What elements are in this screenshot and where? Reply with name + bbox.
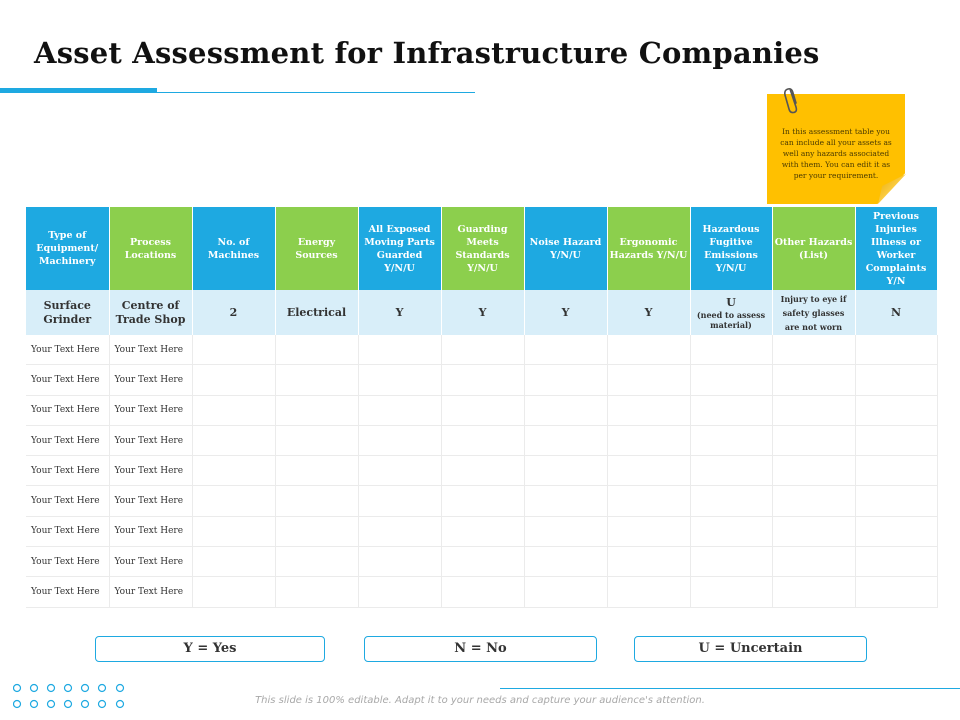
header-cell: Hazardous Fugitive Emissions Y/N/U xyxy=(690,207,772,290)
table-cell[interactable] xyxy=(192,516,275,546)
table-cell[interactable] xyxy=(855,395,937,425)
table-cell[interactable] xyxy=(855,516,937,546)
table-cell[interactable] xyxy=(772,425,855,455)
table-cell[interactable]: Your Text Here xyxy=(109,486,192,516)
cell-ergonomic: Y xyxy=(607,290,690,335)
header-cell: Guarding Meets Standards Y/N/U xyxy=(441,207,524,290)
table-cell[interactable] xyxy=(358,547,441,577)
table-cell[interactable] xyxy=(358,486,441,516)
footer-text: This slide is 100% editable. Adapt it to your needs and capture your audience's attention. xyxy=(255,695,705,706)
table-cell[interactable] xyxy=(192,486,275,516)
table-cell[interactable] xyxy=(275,577,358,607)
cell-emissions-note: (need to assess material) xyxy=(696,309,766,330)
table-cell[interactable] xyxy=(607,335,690,365)
table-cell[interactable] xyxy=(358,395,441,425)
table-cell[interactable] xyxy=(192,395,275,425)
table-cell[interactable] xyxy=(192,365,275,395)
table-cell[interactable]: Your Text Here xyxy=(26,395,109,425)
table-cell[interactable] xyxy=(275,335,358,365)
table-cell[interactable]: Your Text Here xyxy=(26,365,109,395)
table-cell[interactable]: Your Text Here xyxy=(109,335,192,365)
table-cell[interactable] xyxy=(441,335,524,365)
table-cell[interactable]: Your Text Here xyxy=(109,547,192,577)
table-row xyxy=(26,547,937,577)
table-cell[interactable] xyxy=(524,577,607,607)
table-cell[interactable]: Your Text Here xyxy=(26,547,109,577)
table-cell[interactable] xyxy=(855,365,937,395)
cell-energy: Electrical xyxy=(275,290,358,335)
cell-moving-parts: Y xyxy=(358,290,441,335)
assessment-table xyxy=(26,207,938,608)
table-cell[interactable] xyxy=(275,516,358,546)
table-cell[interactable] xyxy=(524,516,607,546)
legend-yes: Y = Yes xyxy=(95,636,325,662)
table-cell[interactable]: Your Text Here xyxy=(109,516,192,546)
cell-equipment: Surface Grinder xyxy=(26,290,109,335)
header-cell: Previous Injuries Illness or Worker Complaints Y/N xyxy=(855,207,937,290)
table-row xyxy=(26,395,937,425)
table-cell[interactable] xyxy=(855,577,937,607)
header-cell: Noise Hazard Y/N/U xyxy=(524,207,607,290)
table-cell[interactable] xyxy=(690,547,772,577)
table-cell[interactable] xyxy=(690,516,772,546)
table-cell[interactable] xyxy=(275,456,358,486)
table-cell[interactable] xyxy=(358,425,441,455)
table-cell[interactable] xyxy=(275,425,358,455)
table-cell[interactable]: Your Text Here xyxy=(109,456,192,486)
table-cell[interactable] xyxy=(772,577,855,607)
header-cell: Other Hazards (List) xyxy=(772,207,855,290)
table-cell[interactable] xyxy=(192,335,275,365)
header-cell: Type of Equipment/ Machinery xyxy=(26,207,109,290)
table-cell[interactable] xyxy=(772,456,855,486)
table-cell[interactable] xyxy=(275,486,358,516)
sticky-note-text: In this assessment table you can include all your assets as well any hazards associated with them. You can edit it as per your requirement. xyxy=(780,127,892,180)
header-cell: No. of Machines xyxy=(192,207,275,290)
table-cell[interactable] xyxy=(524,456,607,486)
table-cell[interactable] xyxy=(772,335,855,365)
table-cell[interactable] xyxy=(607,486,690,516)
header-cell: All Exposed Moving Parts Guarded Y/N/U xyxy=(358,207,441,290)
table-cell[interactable] xyxy=(441,577,524,607)
table-cell[interactable] xyxy=(772,486,855,516)
table-cell[interactable] xyxy=(607,516,690,546)
table-cell[interactable] xyxy=(855,486,937,516)
table-cell[interactable] xyxy=(607,365,690,395)
footer-line xyxy=(500,688,960,689)
header-cell: Energy Sources xyxy=(275,207,358,290)
header-cell: Process Locations xyxy=(109,207,192,290)
table-cell[interactable] xyxy=(441,365,524,395)
legend-uncertain: U = Uncertain xyxy=(634,636,867,662)
table-row xyxy=(26,425,937,455)
table-row xyxy=(26,577,937,607)
table-cell[interactable] xyxy=(772,516,855,546)
cell-noise: Y xyxy=(524,290,607,335)
title-underline-accent xyxy=(0,88,157,93)
table-cell[interactable] xyxy=(441,456,524,486)
table-cell[interactable] xyxy=(275,395,358,425)
cell-machines: 2 xyxy=(192,290,275,335)
table-cell[interactable] xyxy=(690,395,772,425)
table-cell[interactable] xyxy=(855,547,937,577)
table-cell[interactable] xyxy=(855,456,937,486)
table-cell[interactable] xyxy=(690,425,772,455)
table-row xyxy=(26,335,937,365)
title-underline xyxy=(157,92,475,93)
table-cell[interactable] xyxy=(524,395,607,425)
cell-emissions-value: U xyxy=(726,295,736,309)
table-row xyxy=(26,516,937,546)
table-cell[interactable] xyxy=(275,365,358,395)
table-row xyxy=(26,486,937,516)
table-cell[interactable] xyxy=(441,425,524,455)
table-cell[interactable] xyxy=(607,577,690,607)
table-cell[interactable] xyxy=(772,365,855,395)
cell-other-hazards xyxy=(772,290,855,335)
table-cell[interactable] xyxy=(441,516,524,546)
table-cell[interactable] xyxy=(275,547,358,577)
table-cell[interactable] xyxy=(690,365,772,395)
table-cell[interactable] xyxy=(607,395,690,425)
paperclip-icon xyxy=(784,85,802,115)
table-cell[interactable]: Your Text Here xyxy=(26,516,109,546)
table-cell[interactable] xyxy=(441,547,524,577)
table-cell[interactable]: Your Text Here xyxy=(109,577,192,607)
table-cell[interactable] xyxy=(358,577,441,607)
table-cell[interactable] xyxy=(358,365,441,395)
header-cell: Ergonomic Hazards Y/N/U xyxy=(607,207,690,290)
table-cell[interactable] xyxy=(607,456,690,486)
table-cell[interactable] xyxy=(855,425,937,455)
cell-injuries: N xyxy=(855,290,937,335)
cell-location: Centre of Trade Shop xyxy=(109,290,192,335)
table-cell[interactable] xyxy=(441,395,524,425)
table-cell[interactable]: Your Text Here xyxy=(26,425,109,455)
header-row xyxy=(26,207,937,290)
table-cell[interactable] xyxy=(358,516,441,546)
cell-emissions xyxy=(690,290,772,335)
table-cell[interactable] xyxy=(607,547,690,577)
table-cell[interactable] xyxy=(524,547,607,577)
example-row xyxy=(26,290,937,335)
cell-other-hazards-text: Injury to eye if safety glasses are not worn xyxy=(780,293,847,332)
table-cell[interactable] xyxy=(358,335,441,365)
table-cell[interactable] xyxy=(192,547,275,577)
table-cell[interactable] xyxy=(358,456,441,486)
table-cell[interactable]: Your Text Here xyxy=(109,395,192,425)
table-cell[interactable] xyxy=(772,547,855,577)
table-cell[interactable]: Your Text Here xyxy=(109,425,192,455)
table-cell[interactable] xyxy=(690,335,772,365)
table-row xyxy=(26,365,937,395)
table-cell[interactable] xyxy=(690,486,772,516)
table-cell[interactable] xyxy=(192,425,275,455)
table-cell[interactable] xyxy=(690,577,772,607)
table-cell[interactable]: Your Text Here xyxy=(26,577,109,607)
table-cell[interactable] xyxy=(192,456,275,486)
table-cell[interactable] xyxy=(524,425,607,455)
table-cell[interactable] xyxy=(441,486,524,516)
table-cell[interactable] xyxy=(855,335,937,365)
table-cell[interactable]: Your Text Here xyxy=(26,486,109,516)
table-cell[interactable] xyxy=(607,425,690,455)
table-cell[interactable] xyxy=(524,365,607,395)
table-cell[interactable] xyxy=(192,577,275,607)
table-cell[interactable] xyxy=(772,395,855,425)
table-cell[interactable]: Your Text Here xyxy=(109,365,192,395)
table-cell[interactable]: Your Text Here xyxy=(26,456,109,486)
table-cell[interactable] xyxy=(524,486,607,516)
table-row xyxy=(26,456,937,486)
cell-guarding: Y xyxy=(441,290,524,335)
table-cell[interactable]: Your Text Here xyxy=(26,335,109,365)
table-cell[interactable] xyxy=(524,335,607,365)
page-title: Asset Assessment for Infrastructure Companies xyxy=(34,36,820,70)
table-cell[interactable] xyxy=(690,456,772,486)
legend-no: N = No xyxy=(364,636,597,662)
